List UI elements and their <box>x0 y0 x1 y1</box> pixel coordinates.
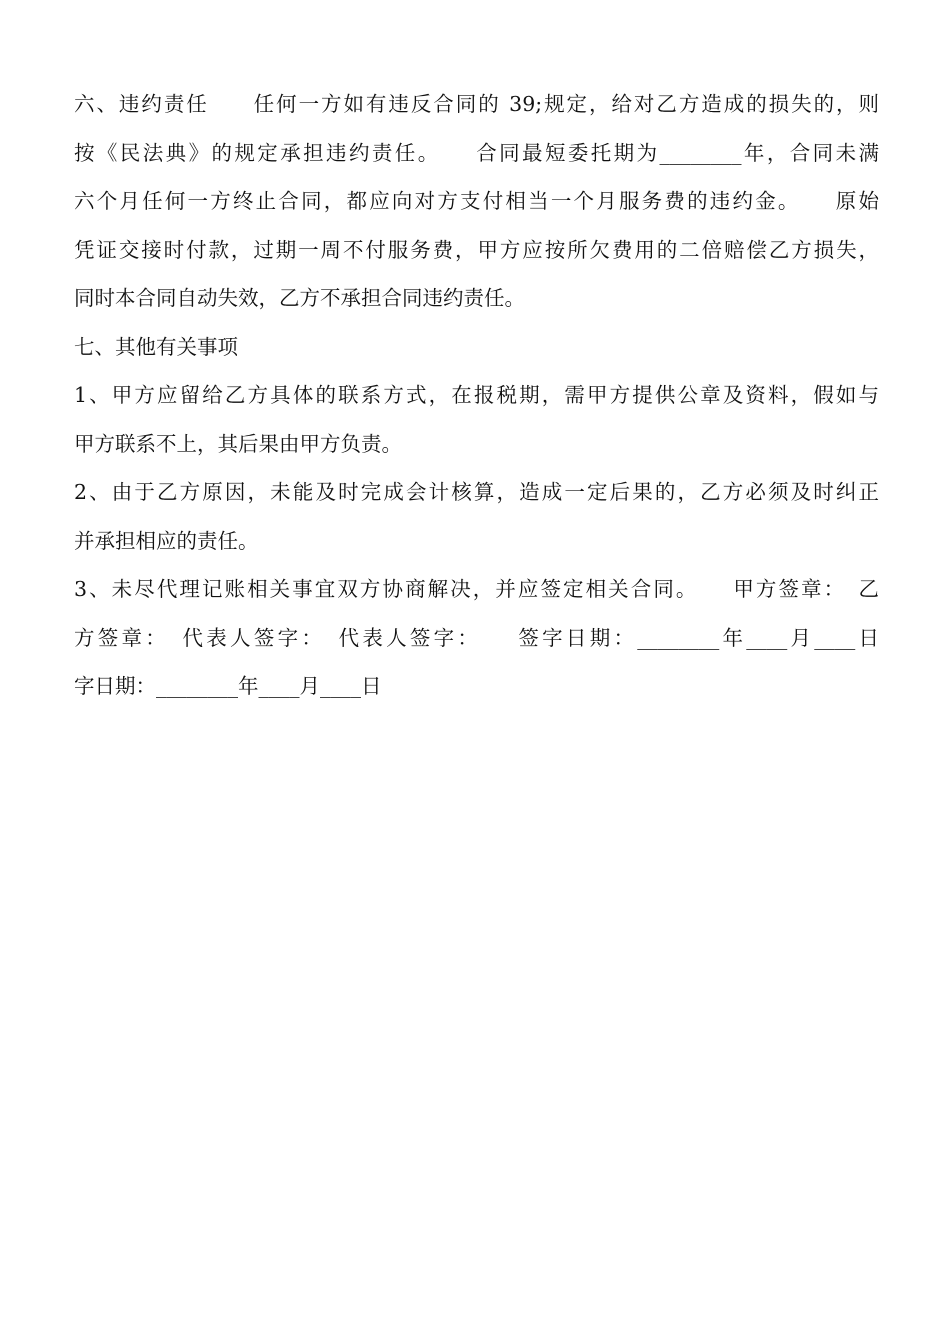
signature-line-1: 方签章： 代表人签字： 代表人签字： 签字日期：________年____月____日 <box>74 625 879 650</box>
section-6-line-3: 六个月任何一方终止合同，都应向对方支付相当一个月服务费的违约金。 原始 <box>74 189 879 213</box>
section-6-line-4: 凭证交接时付款，过期一周不付服务费，甲方应按所欠费用的二倍赔偿乙方损失， <box>74 237 879 262</box>
contract-page <box>74 80 879 711</box>
item-1-line-2: 甲方联系不上，其后果由甲方负责。 <box>74 431 402 456</box>
section-7-heading: 七、其他有关事项 <box>74 334 238 359</box>
signature-line-2: 字日期：________年____月____日 <box>74 674 382 698</box>
section-6-line-1: 六、违约责任 任何一方如有违反合同的 39;规定，给对乙方造成的损失的，则 <box>74 92 879 116</box>
section-6-line-5: 同时本合同自动失效，乙方不承担合同违约责任。 <box>74 286 525 310</box>
item-2-line-2: 并承担相应的责任。 <box>74 528 259 553</box>
section-6-line-2: 按《民法典》的规定承担违约责任。 合同最短委托期为________年，合同未满 <box>74 140 879 165</box>
item-2-line-1: 2、由于乙方原因，未能及时完成会计核算，造成一定后果的，乙方必须及时纠正 <box>74 480 879 504</box>
item-3-line-1: 3、未尽代理记账相关事宜双方协商解决，并应签定相关合同。 甲方签章： 乙 <box>74 577 879 601</box>
item-1-line-1: 1、甲方应留给乙方具体的联系方式，在报税期，需甲方提供公章及资料，假如与 <box>74 383 879 407</box>
